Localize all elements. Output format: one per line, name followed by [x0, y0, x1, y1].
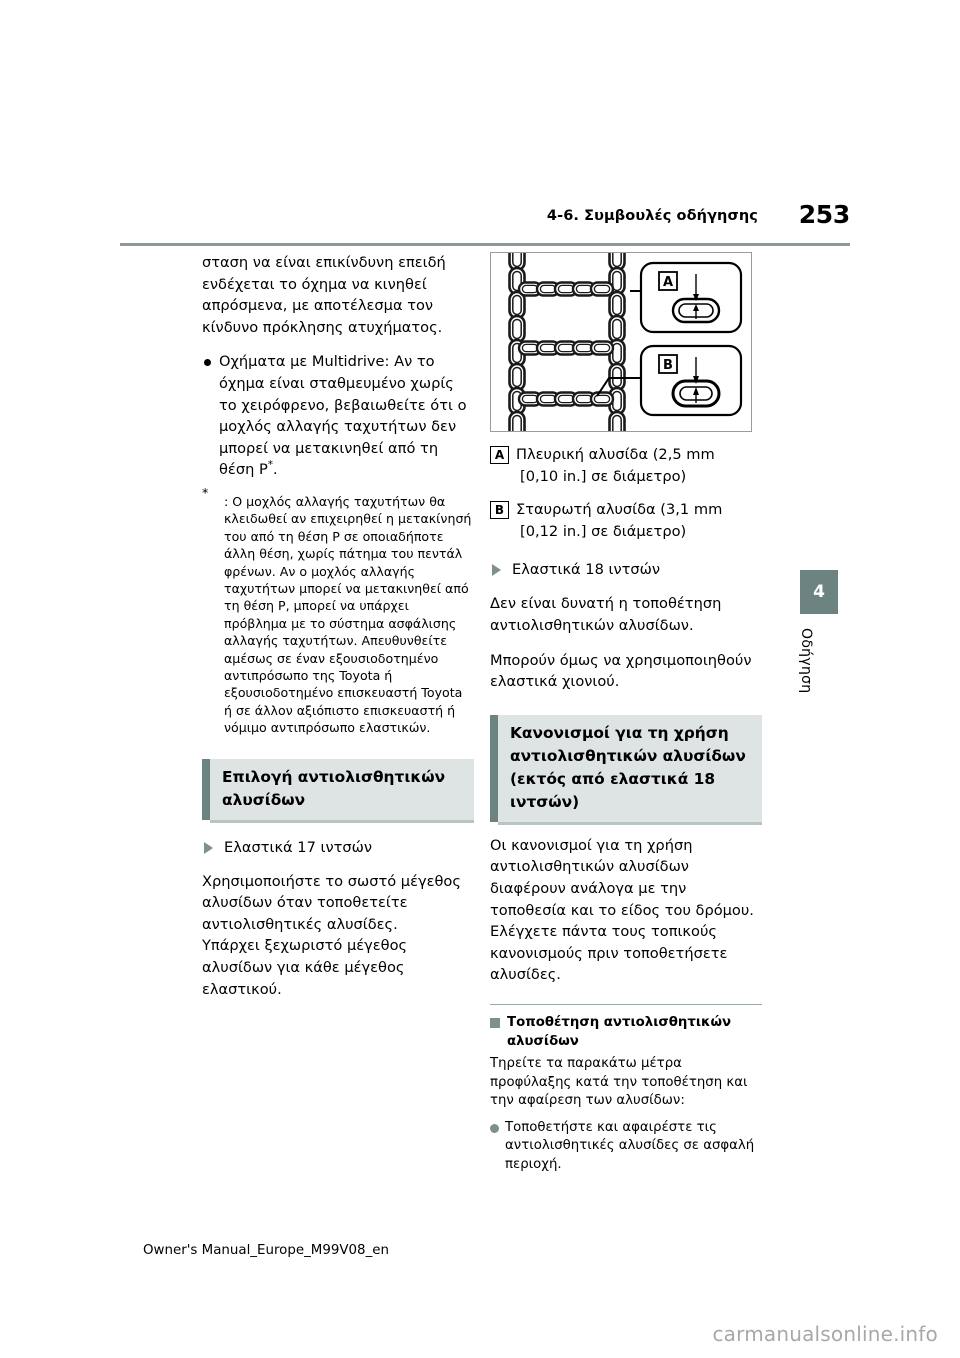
- chapter-tab-number: 4: [800, 570, 838, 614]
- header-divider: [120, 243, 850, 246]
- key-a-line1: Πλευρική αλυσίδα (2,5 mm: [516, 446, 715, 463]
- list-item: [202, 351, 474, 481]
- body-paragraph: Μπορούν όμως να χρησιμοποιηθούν ελαστικά χιονιού.: [490, 651, 752, 691]
- body-paragraph: Τηρείτε τα παρακάτω μέτρα προφύλαξης κατά την τοποθέτηση και την αφαίρεση των αλυσίδων:: [490, 1056, 748, 1109]
- continued-paragraph: σταση να είναι επικίνδυνη επειδή ενδέχεται το όχημα να κινηθεί απρόσμενα, με αποτέλεσμα τον κίνδυνο πρόκλησης ατυχήματος.: [202, 254, 446, 336]
- cross-chain-row: [519, 283, 613, 296]
- bullet-text-suffix: .: [273, 461, 278, 479]
- footnote-block: * : Ο μοχλός αλλαγής ταχυτήτων θα κλειδωθεί αν επιχειρηθεί η μετακίνησή του από τη θέση P σε οποιαδήποτε άλλη θέση, χωρίς πάτημα του πεντάλ φρένων. Αν ο μοχλός αλλαγής ταχυτήτων μπορεί να μετακινηθεί από τη θέση P, μπορεί να υπάρχει πρόβλημα με το σύστημα ασφάλισης αλλαγής ταχυτήτων. Απευθυνθείτε αμέσως σε έναν εξουσιοδοτημένο αντιπρόσωπο της Toyota ή εξουσιοδοτημένο επισκευαστή Toyota ή σε άλλον αξιόπιστο επισκευαστή ή νόμιμο αντιπρόσωπο ελαστικών.: [202, 484, 472, 736]
- list-item: Τοποθετήστε και αφαιρέστε τις αντιολισθητικές αλυσίδες σε ασφαλή περιοχή.: [490, 1119, 762, 1175]
- section-heading-chain-selection: Επιλογή αντιολισθητικών αλυσίδων: [202, 759, 474, 820]
- watermark: carmanualsonline.info: [712, 1322, 938, 1346]
- footer-document-name: Owner's Manual_Europe_M99V08_en: [143, 1243, 389, 1258]
- cross-chain-row: [519, 342, 613, 355]
- subheading-18-inch-tires: Ελαστικά 18 ιντσών: [490, 559, 762, 580]
- footnote-text: : Ο μοχλός αλλαγής ταχυτήτων θα κλειδωθεί αν επιχειρηθεί η μετακίνησή του από τη θέση P σε οποιαδήποτε άλλη θέση, χωρίς πάτημα του πεντάλ φρένων. Αν ο μοχλός αλλαγής ταχυτήτων μπορεί να μετακινηθεί από τη θέση P, μπορεί να υπάρχει πρόβλημα με το σύστημα ασφάλισης αλλαγής ταχυτήτων. Απευθυνθείτε αμέσως σε έναν εξουσιοδοτημένο αντιπρόσωπο της Toyota ή εξουσιοδοτημένο επισκευαστή Toyota ή σε άλλον αξιόπιστο επισκευαστή ή νόμιμο αντιπρόσωπο ελαστικών.: [224, 493, 472, 736]
- svg-text:B: B: [663, 358, 673, 373]
- chapter-tab-label: Οδήγηση: [798, 628, 814, 694]
- header-section-title: 4-6. Συμβουλές οδήγησης: [546, 208, 758, 224]
- body-paragraph: Υπάρχει ξεχωριστό μέγεθος αλυσίδων για κάθε μέγεθος ελαστικού.: [202, 937, 408, 998]
- key-b-line2: [0,12 in.] σε διάμετρο): [520, 522, 687, 540]
- figure-key-a: [490, 444, 762, 487]
- callout-box-b: [641, 346, 741, 415]
- figure-key-b: [490, 499, 762, 542]
- callout-box-a: [641, 263, 741, 332]
- section-heading-chain-regulations: Κανονισμοί για τη χρήση αντιολισθητικών αλυσίδων (εκτός από ελαστικά 18 ιντσών): [490, 715, 762, 822]
- tire-chain-diagram: [490, 252, 752, 432]
- key-badge-b: B: [490, 501, 509, 519]
- bullet-text: Οχήματα με Multidrive: Αν το όχημα είναι σταθμευμένο χωρίς το χειρόφρενο, βεβαιωθείτε ότι ο μοχλός αλλαγής ταχυτήτων δεν μπορεί να μετακινηθεί από τη θέση P: [219, 353, 467, 479]
- body-paragraph: Χρησιμοποιήστε το σωστό μέγεθος αλυσίδων όταν τοποθετείτε αντιολισθητικές αλυσίδες.: [202, 872, 461, 933]
- key-b-line1: Σταυρωτή αλυσίδα (3,1 mm: [516, 501, 723, 519]
- section-divider: [490, 1004, 762, 1005]
- page-header: [120, 200, 850, 241]
- right-column: [490, 252, 762, 1175]
- body-paragraph: Δεν είναι δυνατή η τοποθέτηση αντιολισθητικών αλυσίδων.: [490, 595, 722, 634]
- footnote-reference: *: [267, 459, 274, 472]
- subheading-17-inch-tires: Ελαστικά 17 ιντσών: [202, 837, 474, 858]
- body-paragraph: Οι κανονισμοί για τη χρήση αντιολισθητικών αλυσίδων διαφέρουν ανάλογα με την τοποθεσία και το είδος του δρόμου. Ελέγχετε πάντα τους τοπικούς κανονισμούς πριν τοποθετήσετε αλυσίδες.: [490, 836, 754, 984]
- subheading-chain-installation: Τοποθέτηση αντιολισθητικών αλυσίδων: [490, 1014, 762, 1051]
- left-column: [202, 252, 474, 1000]
- key-a-line2: [0,10 in.] σε διάμετρο): [520, 467, 687, 485]
- page-number: 253: [798, 200, 850, 229]
- key-badge-a: A: [490, 446, 509, 464]
- svg-text:A: A: [662, 275, 674, 290]
